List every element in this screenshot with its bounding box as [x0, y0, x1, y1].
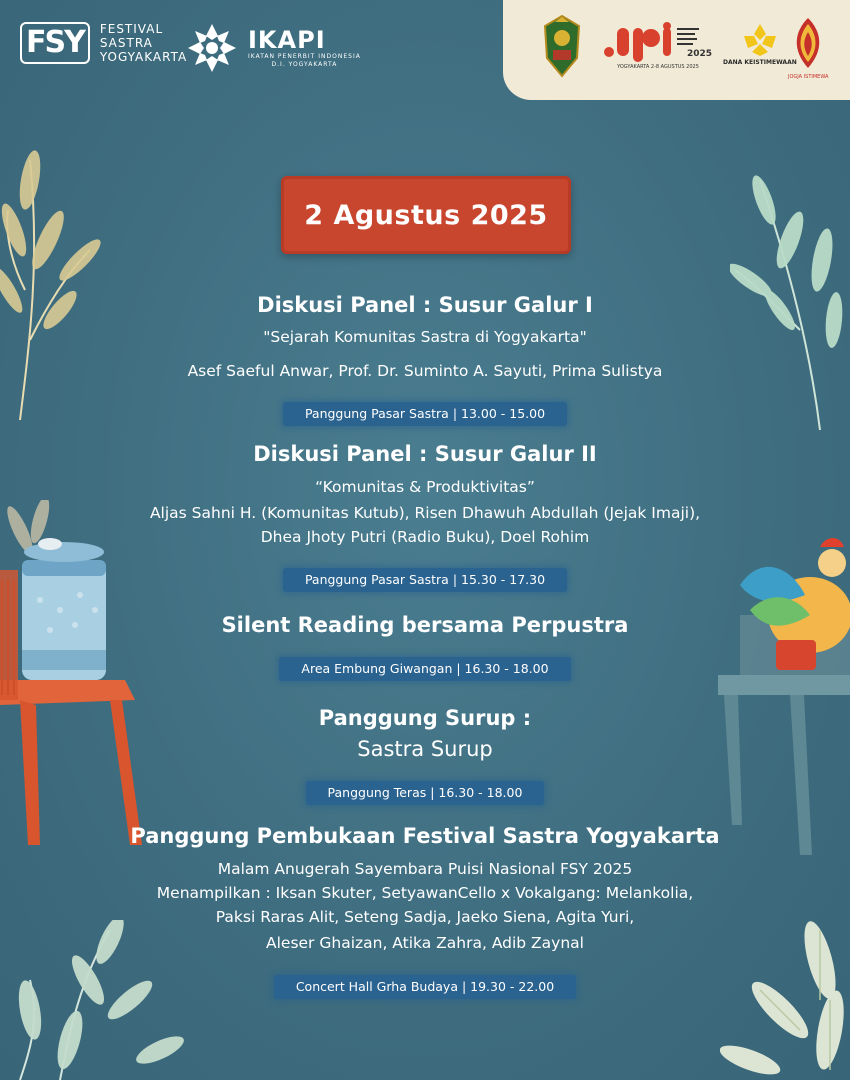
event-5-line-2: Menampilkan : Iksan Skuter, SetyawanCello x Vokalgang: Melankolia,	[156, 884, 694, 902]
fsy-2025-logo-icon	[603, 22, 713, 62]
partner-logos-panel	[503, 0, 850, 100]
event-3-title: Silent Reading bersama Perpustra	[221, 613, 629, 637]
fsy-2025-caption: YOGYAKARTA 2-8 AGUSTUS 2025	[617, 64, 699, 70]
jogja-istimewa-caption: JOGJA ISTIMEWA	[788, 74, 829, 80]
event-date: 2 Agustus 2025	[304, 199, 548, 231]
ikapi-name: IKAPI	[248, 26, 326, 54]
event-5-line-3: Paksi Raras Alit, Seteng Sadja, Jaeko Siena, Agita Yuri,	[215, 908, 635, 926]
event-2-venue: Panggung Pasar Sastra | 15.30 - 17.30	[283, 568, 567, 592]
ikapi-subtitle-2: D.I. YOGYAKARTA	[271, 61, 338, 68]
event-2-venue-bar	[0, 568, 850, 592]
event-1-venue: Panggung Pasar Sastra | 13.00 - 15.00	[283, 402, 567, 426]
event-1-title: Diskusi Panel : Susur Galur I	[257, 293, 593, 317]
fsy-monogram: FSY	[20, 22, 90, 64]
ikapi-subtitle-1: IKATAN PENERBIT INDONESIA	[248, 53, 361, 60]
svg-text:2025: 2025	[687, 49, 713, 59]
fsy-line-1: FESTIVAL	[99, 22, 164, 36]
fsy-wordmark	[100, 22, 187, 64]
event-2-subtitle: “Komunitas & Produktivitas”	[315, 478, 535, 496]
event-4-subtitle: Sastra Surup	[357, 737, 493, 761]
event-2-title: Diskusi Panel : Susur Galur II	[253, 442, 597, 466]
event-4-venue-bar	[0, 781, 850, 805]
festival-sastra-yogyakarta-logo	[20, 22, 187, 64]
dana-keistimewaan-icon	[740, 22, 780, 58]
partner-fsy-2025	[603, 22, 713, 70]
event-1-speakers: Asef Saeful Anwar, Prof. Dr. Suminto A. Sayuti, Prima Sulistya	[187, 362, 663, 380]
event-3-venue-bar	[0, 657, 850, 681]
jogja-istimewa-icon	[788, 16, 828, 72]
partner-yogyakarta-crest	[541, 14, 583, 78]
event-5-title: Panggung Pembukaan Festival Sastra Yogyakarta	[130, 824, 720, 848]
yogyakarta-crest-icon	[541, 14, 583, 78]
ikapi-logo	[186, 22, 361, 74]
event-2-speakers-line-2: Dhea Jhoty Putri (Radio Buku), Doel Rohim	[260, 528, 590, 546]
ikapi-wordmark	[248, 27, 361, 69]
event-3-venue: Area Embung Giwangan | 16.30 - 18.00	[279, 657, 570, 681]
event-1-subtitle: "Sejarah Komunitas Sastra di Yogyakarta"	[263, 328, 587, 346]
event-5-venue-bar	[0, 975, 850, 999]
ikapi-flower-icon	[186, 22, 238, 74]
fsy-line-3: YOGYAKARTA	[99, 50, 188, 64]
event-5-venue: Concert Hall Grha Budaya | 19.30 - 22.00	[274, 975, 576, 999]
partner-jogja-istimewa	[788, 16, 828, 80]
dana-keistimewaan-caption: DANA KEISTIMEWAAN	[723, 59, 797, 66]
event-5-line-1: Malam Anugerah Sayembara Puisi Nasional FSY 2025	[217, 860, 633, 878]
event-2-speakers-line-1: Aljas Sahni H. (Komunitas Kutub), Risen Dhawuh Abdullah (Jejak Imaji),	[149, 504, 701, 522]
partner-dana-keistimewaan	[723, 22, 797, 66]
fsy-line-2: SASTRA	[99, 36, 153, 50]
event-4-venue: Panggung Teras | 16.30 - 18.00	[306, 781, 545, 805]
event-1-venue-bar	[0, 402, 850, 426]
event-4-title: Panggung Surup :	[318, 706, 532, 730]
date-banner	[281, 176, 571, 254]
event-5-line-4: Aleser Ghaizan, Atika Zahra, Adib Zaynal	[266, 934, 584, 952]
